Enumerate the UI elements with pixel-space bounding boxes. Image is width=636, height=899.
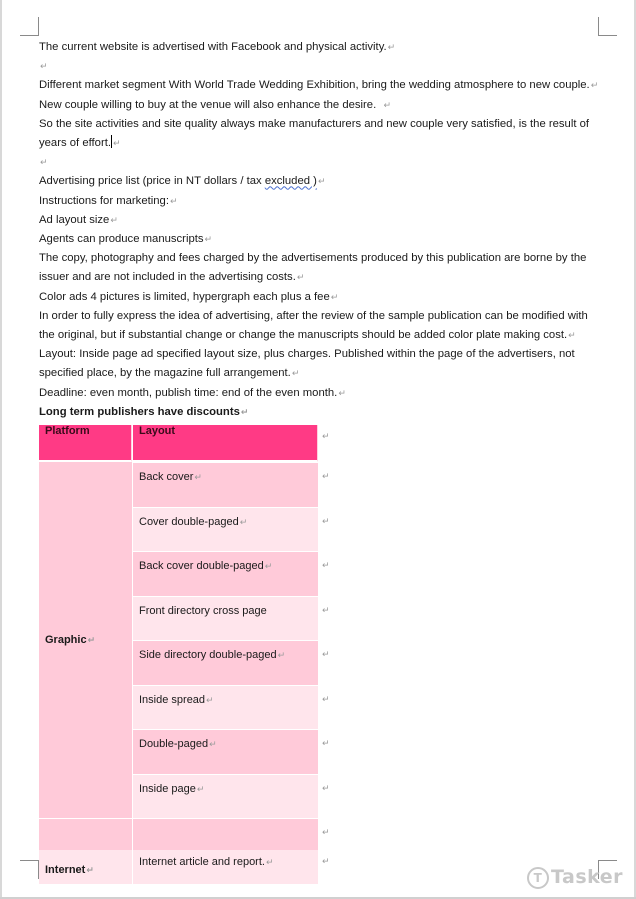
spellcheck-flagged-text[interactable]: excluded ): [264, 175, 317, 188]
cell-mark-icon: ↵: [209, 739, 217, 750]
paragraph-text: Agents can produce manuscripts: [39, 233, 204, 246]
layout-cell[interactable]: [132, 850, 318, 884]
paragraph-text: Different market segment With World Trade Wedding Exhibition, bring the wedding atmosphere to new couple.: [39, 79, 590, 92]
paragraph-mark-icon: ↵: [330, 291, 339, 302]
paragraph-text: The current website is advertised with Facebook and physical activity.: [39, 41, 387, 53]
cell-text: Side directory double-paged: [139, 649, 277, 662]
platform-cell-internet[interactable]: [39, 850, 132, 884]
paragraph-mark-icon: ↵: [317, 176, 326, 187]
header-platform[interactable]: Platform: [39, 425, 132, 462]
row-end-mark-icon: ↵: [318, 818, 342, 850]
paragraph[interactable]: [39, 249, 603, 287]
layout-cell[interactable]: [132, 685, 318, 730]
paragraph-text: So the site activities and site quality always make manufacturers and new couple very satisfied, is the result of years of effort.: [39, 117, 590, 150]
paragraph-text: Advertising price list (price in NT dollars / tax: [39, 175, 265, 188]
paragraph-mark-icon: ↵: [387, 42, 396, 52]
row-end-mark-icon: ↵: [318, 685, 342, 730]
row-end-mark-icon: ↵: [318, 729, 342, 774]
paragraph-text: Ad layout size: [39, 213, 110, 226]
table-row-empty: [39, 818, 342, 850]
cell-text: Back cover: [139, 471, 194, 484]
cell-text: Internet: [45, 864, 86, 877]
paragraph-heading[interactable]: [39, 403, 603, 422]
cell-mark-icon: ↵: [87, 635, 96, 646]
paragraph[interactable]: [39, 115, 603, 153]
paragraph-mark-icon: ↵: [338, 387, 346, 398]
crop-mark-top-left-icon: [20, 17, 39, 36]
row-end-mark-icon: ↵: [318, 640, 342, 685]
row-end-mark-icon: ↵: [318, 850, 342, 884]
cell-text: Internet article and report.: [139, 856, 265, 869]
paragraph-mark-icon: ↵: [40, 157, 48, 168]
paragraph[interactable]: [39, 230, 603, 249]
tasker-logo-icon: T: [527, 867, 549, 889]
paragraph-mark-icon: ↵: [113, 138, 121, 149]
header-layout[interactable]: Layout: [132, 425, 318, 462]
paragraph-mark-icon: ↵: [169, 195, 178, 206]
cell-mark-icon: ↵: [86, 865, 94, 876]
paragraph[interactable]: [39, 307, 603, 345]
paragraph-text: New couple willing to buy at the venue will also enhance the desire.: [39, 98, 383, 111]
paragraph-empty[interactable]: [39, 57, 603, 76]
paragraph[interactable]: [39, 192, 603, 211]
row-end-mark-icon: ↵: [318, 551, 342, 596]
paragraph-empty[interactable]: [39, 153, 603, 172]
paragraph-text: Deadline: even month, publish time: end of the even month.: [39, 386, 338, 399]
row-end-mark-icon: ↵: [318, 596, 342, 641]
paragraph[interactable]: [39, 384, 603, 403]
paragraph[interactable]: [39, 211, 603, 230]
row-end-mark-icon: ↵: [318, 507, 342, 552]
table-row: [39, 462, 342, 507]
paragraph-mark-icon: ↵: [383, 99, 392, 110]
paragraph[interactable]: [39, 76, 603, 95]
cell-mark-icon: ↵: [239, 516, 248, 527]
text-cursor: [111, 135, 112, 148]
layout-cell[interactable]: [132, 640, 318, 685]
paragraph-mark-icon: ↵: [296, 272, 305, 283]
cell-text: Inside page: [139, 782, 196, 795]
paragraph-mark-icon: ↵: [568, 330, 576, 341]
layout-cell[interactable]: [132, 507, 318, 552]
layout-cell[interactable]: [132, 774, 318, 819]
platform-cell-empty[interactable]: [39, 818, 132, 850]
paragraph-mark-icon: ↵: [110, 214, 118, 225]
paragraph-mark-icon: ↵: [291, 368, 300, 379]
cell-mark-icon: ↵: [206, 694, 214, 705]
paragraph-mark-icon: ↵: [240, 406, 249, 417]
platform-cell-graphic[interactable]: [39, 462, 132, 818]
cell-text: Cover double-paged: [139, 515, 239, 528]
cell-text: Graphic: [45, 634, 87, 647]
paragraph-text: Instructions for marketing:: [39, 194, 169, 207]
discount-table[interactable]: [39, 425, 342, 884]
table-row: [39, 850, 342, 884]
layout-cell[interactable]: [132, 551, 318, 596]
cell-text: Inside spread: [139, 693, 206, 706]
crop-mark-bottom-left-icon: [20, 860, 39, 879]
layout-cell[interactable]: [132, 596, 318, 641]
paragraph-text: Color ads 4 pictures is limited, hypergraph each plus a fee: [39, 290, 330, 303]
layout-cell-empty[interactable]: [132, 818, 318, 850]
paragraph-text: In order to fully express the idea of advertising, after the review of the sample publication can be modified with the original, but if substantial change or change the manuscripts should be added color plate making cost.: [39, 309, 588, 342]
cell-mark-icon: ↵: [194, 472, 202, 483]
layout-cell[interactable]: [132, 729, 318, 774]
page-edge-left: [0, 0, 2, 899]
paragraph-mark-icon: ↵: [204, 234, 213, 245]
cell-mark-icon: ↵: [264, 561, 273, 572]
paragraph[interactable]: [39, 96, 603, 115]
table-header-row: [39, 425, 342, 462]
paragraph-text: Long term publishers have discounts: [39, 405, 240, 418]
paragraph-text: Layout: Inside page ad specified layout size, plus charges. Published within the page of the advertisers, not specified place, by the magazine full arrangement.: [39, 348, 575, 380]
watermark-text: Tasker: [551, 866, 624, 888]
layout-cell[interactable]: [132, 462, 318, 507]
paragraph-text: The copy, photography and fees charged by the advertisements produced by this publication are borne by the issuer and are not included in the advertising costs.: [39, 252, 587, 284]
row-end-mark-icon: ↵: [318, 774, 342, 819]
paragraph[interactable]: [39, 288, 603, 307]
paragraph-mark-icon: ↵: [590, 80, 599, 91]
row-end-mark-icon: ↵: [318, 425, 342, 462]
cell-text: Front directory cross page: [139, 604, 267, 617]
paragraph[interactable]: [39, 345, 603, 383]
row-end-mark-icon: ↵: [318, 462, 342, 507]
tasker-watermark: [527, 866, 623, 889]
cell-text: Back cover double-paged: [139, 560, 264, 573]
paragraph[interactable]: [39, 172, 603, 191]
paragraph[interactable]: [39, 38, 603, 57]
cell-mark-icon: ↵: [196, 783, 205, 794]
paragraph-mark-icon: ↵: [40, 61, 48, 72]
cell-mark-icon: ↵: [277, 650, 286, 661]
document-body[interactable]: [39, 38, 603, 884]
crop-mark-top-right-icon: [598, 17, 617, 36]
cell-text: Double-paged: [139, 738, 209, 751]
cell-mark-icon: ↵: [265, 857, 274, 868]
